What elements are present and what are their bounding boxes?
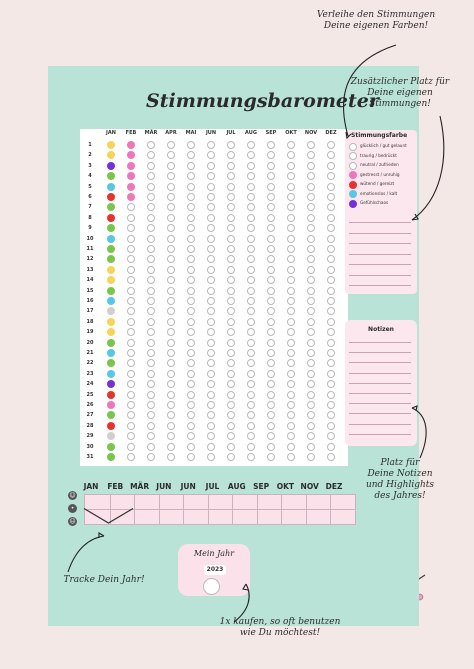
legend-label: traurig / bedrückt — [360, 152, 397, 158]
day-number: 10 — [86, 235, 94, 242]
year-month-label: JUL — [205, 482, 220, 491]
month-header-3: APR — [165, 130, 177, 136]
year-month-label: JUN — [180, 482, 196, 491]
day-number: 20 — [86, 339, 94, 346]
arrow-4 — [68, 536, 104, 572]
day-number: 23 — [86, 370, 94, 377]
year-month-label: AUG — [227, 482, 246, 491]
badge-year: 2023 — [204, 565, 226, 575]
day-number: 17 — [86, 308, 94, 315]
day-number: 19 — [86, 329, 94, 336]
arrow-2 — [412, 116, 444, 220]
year-month-label: OKT — [276, 482, 295, 491]
legend-label: emotionslos / kalt — [360, 190, 398, 196]
day-number: 24 — [86, 381, 94, 388]
month-header-2: MÄR — [144, 130, 158, 136]
happy-face-icon: ☺ — [69, 492, 76, 499]
month-header-6: JUL — [226, 130, 236, 136]
month-header-9: OKT — [285, 130, 297, 136]
legend-label: glücklich / gut gelaunt — [360, 143, 407, 148]
day-number: 25 — [86, 391, 94, 398]
sad-face-icon: ☹ — [69, 518, 76, 525]
year-month-label: DEZ — [325, 482, 343, 491]
month-header-1: FEB — [125, 130, 137, 136]
annotation-tracke: Tracke Dein Jahr! — [63, 575, 145, 585]
month-header-11: DEZ — [325, 130, 337, 136]
legend-title: Stimmungsfarbe — [351, 132, 408, 139]
day-number: 11 — [86, 246, 94, 252]
badge-title: Mein Jahr — [193, 549, 235, 558]
day-number: 31 — [86, 454, 94, 460]
day-number: 16 — [86, 298, 94, 304]
neutral-face-icon: • — [68, 504, 77, 513]
day-number: 29 — [86, 433, 94, 440]
day-number: 3 — [88, 162, 92, 169]
page-title: Stimmungsbarometer — [146, 90, 379, 112]
legend-label: wütend / gereizt — [360, 181, 395, 186]
legend-label: gestresst / unruhig — [360, 171, 400, 177]
legend-label: neutral / zufrieden — [360, 162, 399, 167]
annotation-platz: Zusätzlicher Platz für Deine eigenen Stimmungen! — [350, 77, 450, 109]
day-number: 4 — [88, 173, 92, 180]
month-header-10: NOV — [304, 130, 318, 136]
day-number: 2 — [88, 152, 92, 159]
day-number: 21 — [86, 350, 94, 356]
notes-title: Notizen — [368, 326, 394, 333]
month-header-8: SEP — [265, 130, 277, 136]
annotation-notizen: Platz für Deine Notizen und Highlights des Jahres! — [365, 458, 435, 501]
day-number: 5 — [88, 183, 92, 190]
day-number: 6 — [88, 194, 92, 200]
day-number: 7 — [88, 204, 92, 211]
month-header-0: JAN — [106, 130, 116, 136]
day-number: 13 — [86, 266, 94, 273]
day-number: 14 — [86, 277, 94, 284]
year-month-label: MÄR — [130, 482, 150, 491]
month-header-5: JUN — [205, 130, 217, 136]
annotation-farben: Verleihe den Stimmungen Deine eigenen Farben! — [316, 10, 436, 31]
month-header-7: AUG — [245, 130, 257, 136]
day-number: 30 — [86, 443, 94, 450]
day-number: 28 — [86, 422, 94, 429]
day-number: 27 — [86, 412, 94, 419]
annotation-kaufen: 1x kaufen, so oft benutzen wie Du möchtest! — [219, 617, 341, 638]
day-number: 9 — [88, 225, 92, 232]
year-month-label: JAN — [83, 482, 99, 491]
day-number: 8 — [88, 214, 92, 221]
year-month-label: FEB — [107, 482, 124, 491]
legend-label: Gefühlschaos — [360, 200, 389, 205]
year-month-label: NOV — [300, 482, 319, 491]
year-month-label: JUN — [156, 482, 172, 491]
day-number: 22 — [86, 360, 94, 367]
year-month-label: SEP — [253, 482, 270, 491]
day-number: 18 — [86, 318, 94, 325]
day-number: 26 — [86, 402, 94, 408]
day-number: 1 — [88, 142, 92, 148]
arrow-3 — [412, 408, 426, 458]
month-header-4: MAI — [185, 130, 197, 136]
day-number: 12 — [86, 256, 94, 263]
day-number: 15 — [86, 287, 94, 294]
arrow-1 — [344, 45, 396, 136]
